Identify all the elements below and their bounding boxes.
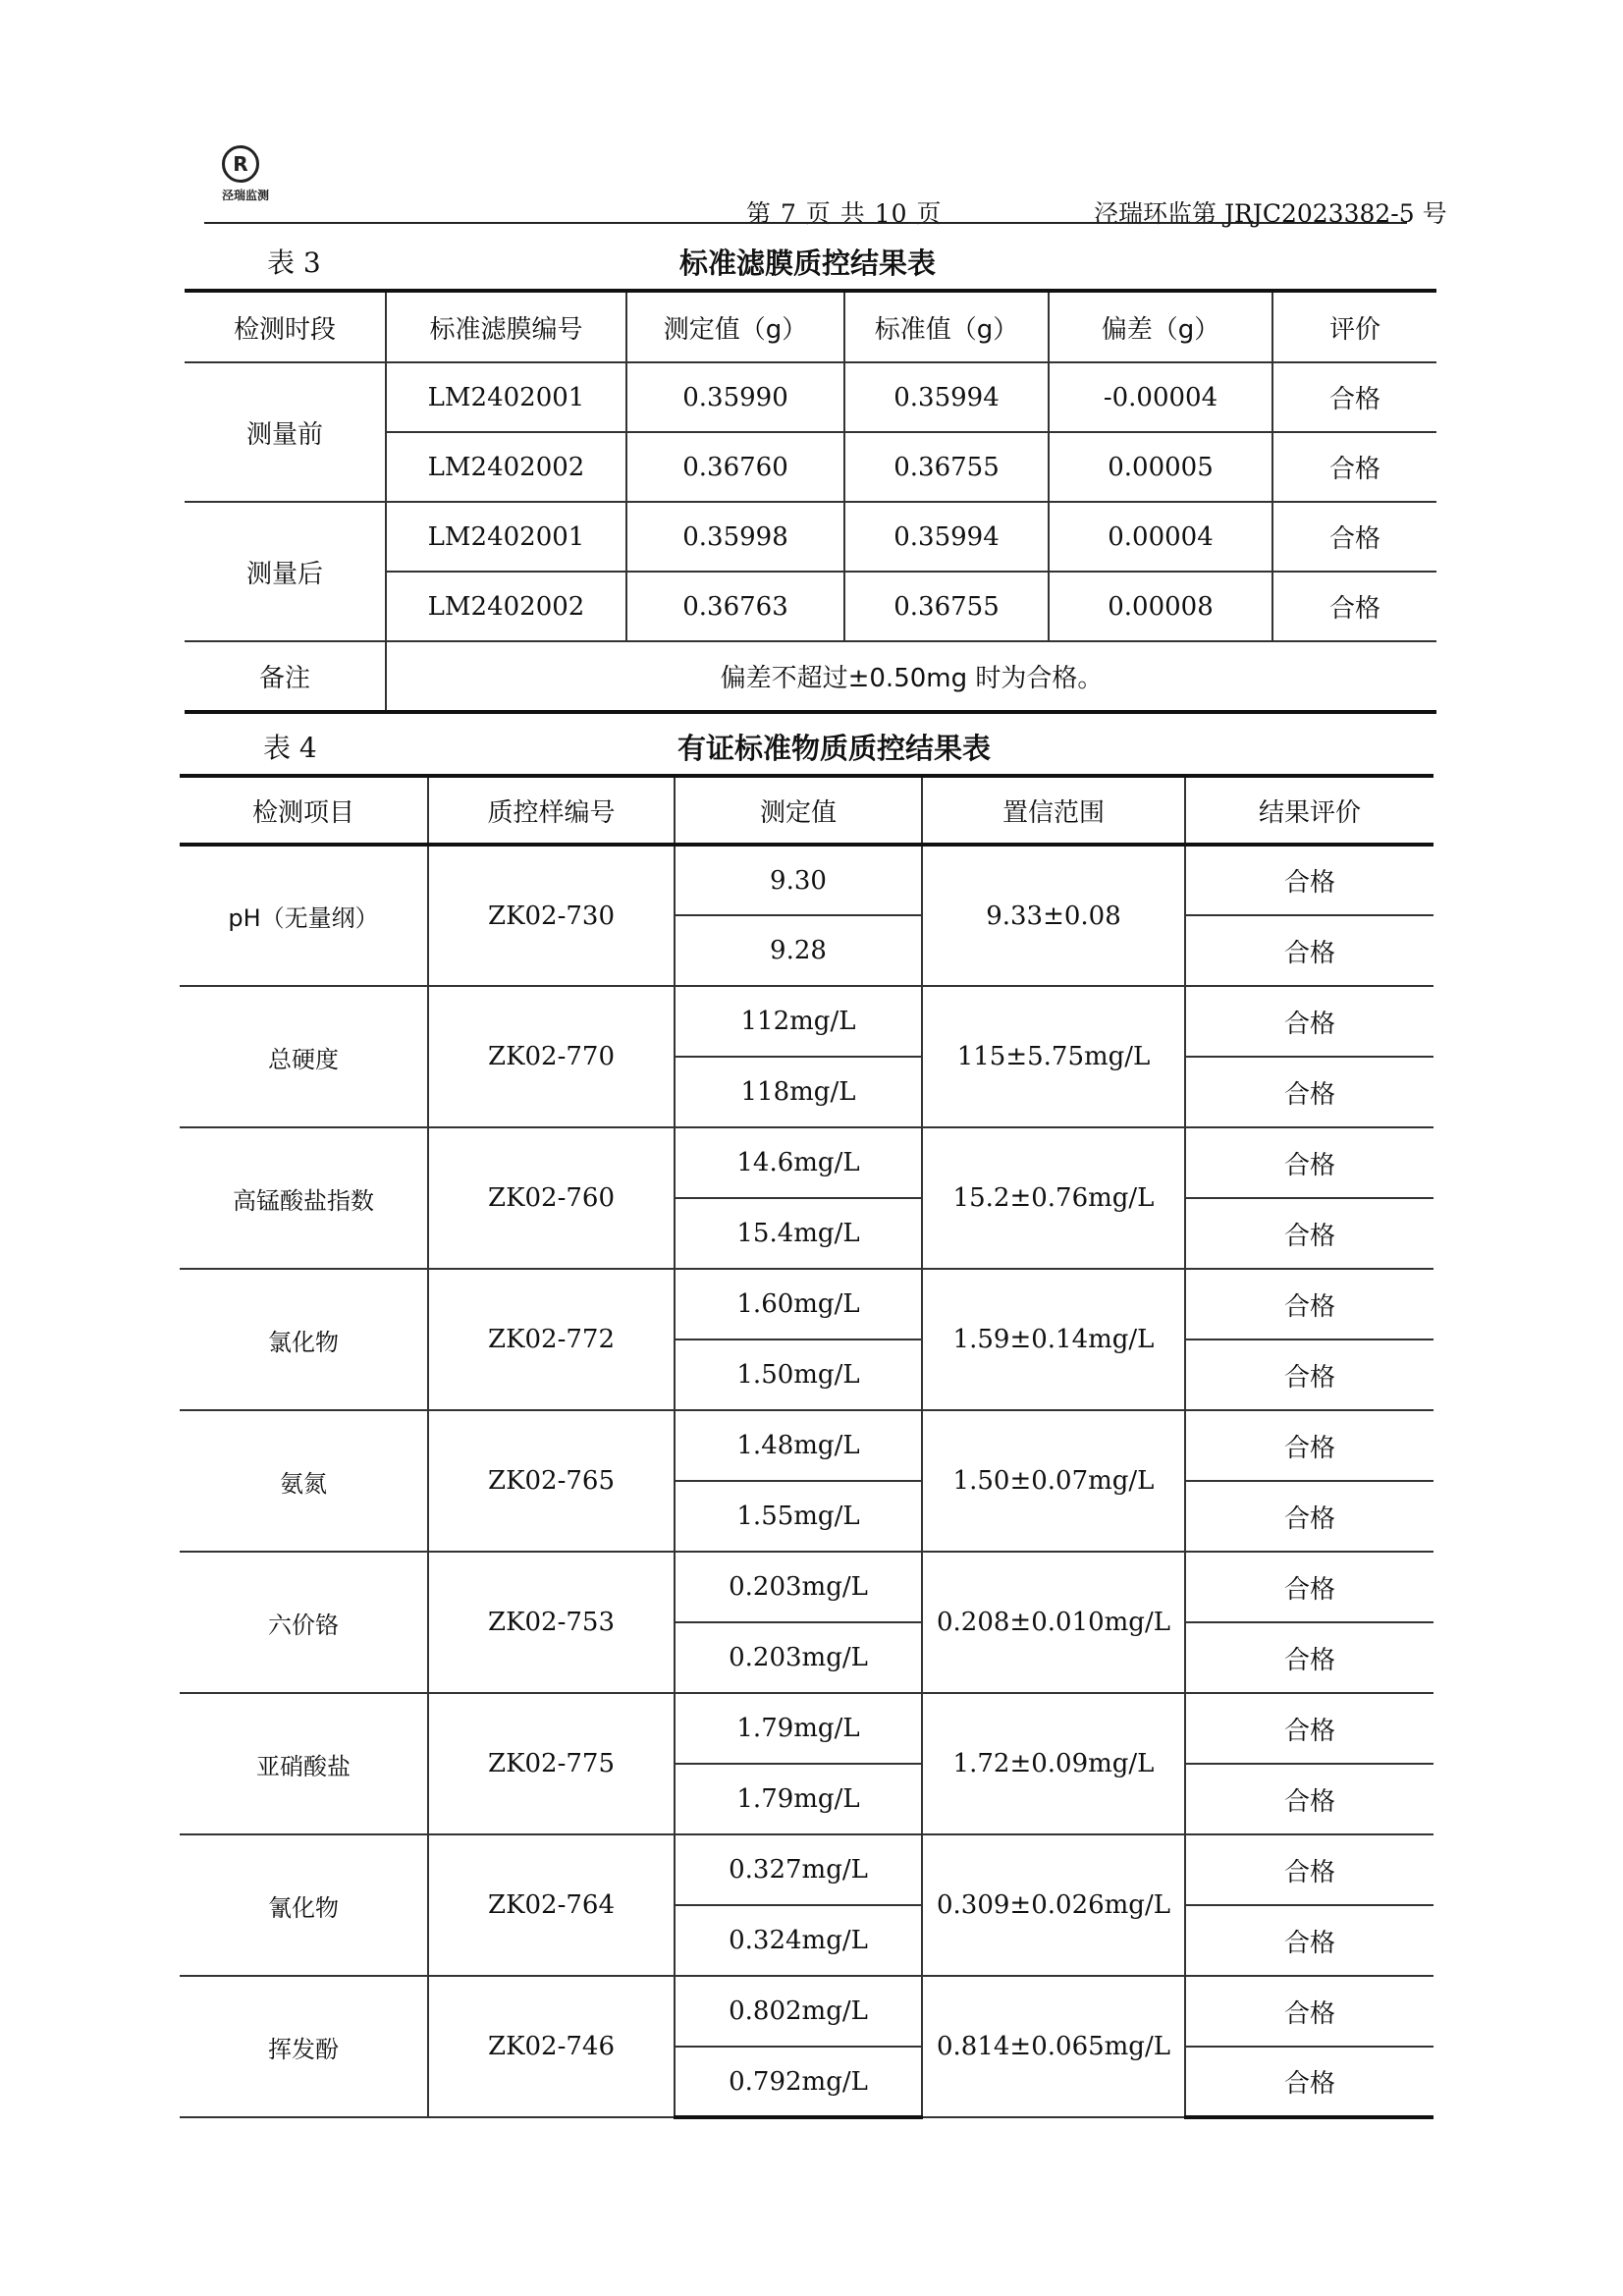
deviation-cell: 0.00005 <box>1049 432 1272 502</box>
column-header: 置信范围 <box>922 776 1185 845</box>
qc-items <box>180 845 1434 2117</box>
confidence-range-cell: 1.59±0.14mg/L <box>922 1269 1185 1410</box>
page-number: 第 7 页 共 10 页 <box>746 199 943 228</box>
filter-id-cell: LM2402001 <box>386 362 626 432</box>
sample-code-cell: ZK02-753 <box>428 1552 675 1693</box>
confidence-range-cell: 9.33±0.08 <box>922 845 1185 986</box>
measured-cell: 9.28 <box>675 915 922 986</box>
measured-cell: 0.327mg/L <box>675 1834 922 1905</box>
confidence-range-cell: 115±5.75mg/L <box>922 986 1185 1127</box>
table-row <box>180 1693 1434 1764</box>
result-cell: 合格 <box>1185 1552 1434 1622</box>
table3-title: 标准滤膜质控结果表 <box>679 246 937 280</box>
measured-cell: 0.36760 <box>626 432 844 502</box>
standard-cell: 0.36755 <box>844 432 1049 502</box>
table-row <box>180 1269 1434 1339</box>
table-row <box>185 362 1436 432</box>
measured-cell: 0.35990 <box>626 362 844 432</box>
sample-code-cell: ZK02-765 <box>428 1410 675 1552</box>
result-cell: 合格 <box>1185 1693 1434 1764</box>
measured-cell: 118mg/L <box>675 1057 922 1127</box>
column-header: 质控样编号 <box>428 776 675 845</box>
result-cell: 合格 <box>1185 1269 1434 1339</box>
result-cell: 合格 <box>1185 1905 1434 1976</box>
table-header-row <box>180 776 1434 845</box>
measured-cell: 14.6mg/L <box>675 1127 922 1198</box>
measured-cell: 1.60mg/L <box>675 1269 922 1339</box>
confidence-range-cell: 1.72±0.09mg/L <box>922 1693 1185 1834</box>
table-row <box>185 502 1436 572</box>
sample-code-cell: ZK02-775 <box>428 1693 675 1834</box>
filter-id-cell: LM2402001 <box>386 502 626 572</box>
confidence-range-cell: 0.309±0.026mg/L <box>922 1834 1185 1976</box>
item-name-cell: 氰化物 <box>180 1834 428 1976</box>
measured-cell: 0.324mg/L <box>675 1905 922 1976</box>
sample-code-cell: ZK02-730 <box>428 845 675 986</box>
table4-caption: 表 4 <box>263 732 317 764</box>
result-cell: 合格 <box>1185 1976 1434 2047</box>
table-row <box>180 1410 1434 1481</box>
result-cell: 合格 <box>1185 915 1434 986</box>
measured-cell: 0.792mg/L <box>675 2047 922 2117</box>
measured-cell: 15.4mg/L <box>675 1198 922 1269</box>
column-header: 测定值 <box>675 776 922 845</box>
standard-cell: 0.36755 <box>844 572 1049 641</box>
result-cell: 合格 <box>1185 1410 1434 1481</box>
measured-cell: 0.36763 <box>626 572 844 641</box>
column-header: 检测项目 <box>180 776 428 845</box>
measured-cell: 112mg/L <box>675 986 922 1057</box>
result-cell: 合格 <box>1272 572 1436 641</box>
filter-id-cell: LM2402002 <box>386 572 626 641</box>
confidence-range-cell: 15.2±0.76mg/L <box>922 1127 1185 1269</box>
column-header: 偏差（g） <box>1049 291 1272 362</box>
confidence-range-cell: 0.814±0.065mg/L <box>922 1976 1185 2117</box>
table-row <box>180 1976 1434 2047</box>
table-row <box>180 1552 1434 1622</box>
table-header-row <box>185 291 1436 362</box>
measured-cell: 1.79mg/L <box>675 1693 922 1764</box>
note-row <box>185 641 1436 712</box>
company-logo <box>211 145 280 208</box>
result-cell: 合格 <box>1185 845 1434 915</box>
measured-cell: 0.203mg/L <box>675 1622 922 1693</box>
sample-code-cell: ZK02-760 <box>428 1127 675 1269</box>
deviation-cell: 0.00004 <box>1049 502 1272 572</box>
table-row <box>180 986 1434 1057</box>
result-cell: 合格 <box>1272 432 1436 502</box>
confidence-range-cell: 0.208±0.010mg/L <box>922 1552 1185 1693</box>
confidence-range-cell: 1.50±0.07mg/L <box>922 1410 1185 1552</box>
result-cell: 合格 <box>1185 1127 1434 1198</box>
filter-id-cell: LM2402002 <box>386 432 626 502</box>
measured-cell: 0.802mg/L <box>675 1976 922 2047</box>
note-text: 偏差不超过±0.50mg 时为合格。 <box>386 641 1436 712</box>
result-cell: 合格 <box>1185 1339 1434 1410</box>
measured-cell: 0.35998 <box>626 502 844 572</box>
deviation-cell: -0.00004 <box>1049 362 1272 432</box>
sample-code-cell: ZK02-772 <box>428 1269 675 1410</box>
measured-cell: 1.48mg/L <box>675 1410 922 1481</box>
filter-qc-table <box>185 289 1436 714</box>
measured-cell: 0.203mg/L <box>675 1552 922 1622</box>
item-name-cell: 氨氮 <box>180 1410 428 1552</box>
result-cell: 合格 <box>1185 1481 1434 1552</box>
result-cell: 合格 <box>1185 1198 1434 1269</box>
column-header: 评价 <box>1272 291 1436 362</box>
item-name-cell: pH（无量纲） <box>180 845 428 986</box>
result-cell: 合格 <box>1185 1764 1434 1834</box>
column-header: 检测时段 <box>185 291 386 362</box>
column-header: 标准值（g） <box>844 291 1049 362</box>
period-cell: 测量前 <box>185 362 386 502</box>
column-header: 标准滤膜编号 <box>386 291 626 362</box>
result-cell: 合格 <box>1185 1622 1434 1693</box>
report-number: 泾瑞环监第 JRJC2023382-5 号 <box>1094 199 1447 228</box>
result-cell: 合格 <box>1185 986 1434 1057</box>
logo-mark-icon: R <box>222 145 259 183</box>
result-cell: 合格 <box>1185 1834 1434 1905</box>
sample-code-cell: ZK02-764 <box>428 1834 675 1976</box>
note-label: 备注 <box>185 641 386 712</box>
result-cell: 合格 <box>1185 1057 1434 1127</box>
table-row <box>180 845 1434 915</box>
table-row <box>180 1127 1434 1198</box>
item-name-cell: 挥发酚 <box>180 1976 428 2117</box>
standard-cell: 0.35994 <box>844 502 1049 572</box>
deviation-cell: 0.00008 <box>1049 572 1272 641</box>
sample-code-cell: ZK02-770 <box>428 986 675 1127</box>
item-name-cell: 总硬度 <box>180 986 428 1127</box>
measured-cell: 1.79mg/L <box>675 1764 922 1834</box>
header-divider <box>204 222 1407 224</box>
measured-cell: 9.30 <box>675 845 922 915</box>
result-cell: 合格 <box>1272 362 1436 432</box>
logo-text: 泾瑞监测 <box>221 189 269 202</box>
reference-material-qc-table <box>180 774 1434 2119</box>
sample-code-cell: ZK02-746 <box>428 1976 675 2117</box>
standard-cell: 0.35994 <box>844 362 1049 432</box>
table4-title: 有证标准物质质控结果表 <box>677 732 992 765</box>
result-cell: 合格 <box>1185 2047 1434 2117</box>
result-cell: 合格 <box>1272 502 1436 572</box>
item-name-cell: 六价铬 <box>180 1552 428 1693</box>
column-header: 测定值（g） <box>626 291 844 362</box>
item-name-cell: 高锰酸盐指数 <box>180 1127 428 1269</box>
measured-cell: 1.50mg/L <box>675 1339 922 1410</box>
item-name-cell: 氯化物 <box>180 1269 428 1410</box>
table-row <box>180 1834 1434 1905</box>
period-cell: 测量后 <box>185 502 386 641</box>
measured-cell: 1.55mg/L <box>675 1481 922 1552</box>
column-header: 结果评价 <box>1185 776 1434 845</box>
item-name-cell: 亚硝酸盐 <box>180 1693 428 1834</box>
table3-caption: 表 3 <box>267 246 321 279</box>
